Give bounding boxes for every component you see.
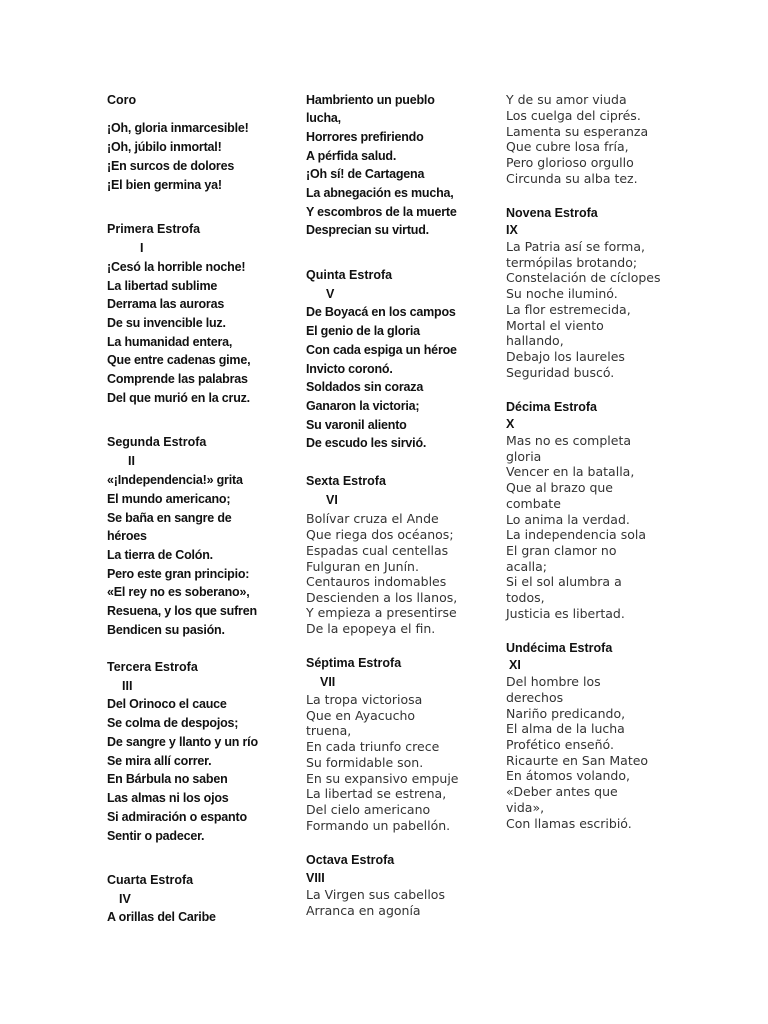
stanza-2-line: Pero este gran principio: — [107, 567, 250, 581]
stanza-10-line: Si el sol alumbra a — [506, 574, 622, 589]
stanza-1-line: Que entre cadenas gime, — [107, 353, 251, 367]
stanza-7-number: VII — [320, 675, 336, 689]
stanza-6-line: Fulguran en Junín. — [306, 559, 419, 574]
stanza-7-line: La libertad se estrena, — [306, 786, 447, 801]
stanza-10-line: todos, — [506, 590, 545, 605]
stanza-9-line: termópilas brotando; — [506, 255, 638, 270]
stanza-1-line: Comprende las palabras — [107, 372, 248, 386]
stanza-9-line: Su noche iluminó. — [506, 286, 618, 301]
stanza-4-line: lucha, — [306, 111, 341, 125]
stanza-6-line: Espadas cual centellas — [306, 543, 449, 558]
stanza-5-line: Ganaron la victoria; — [306, 399, 420, 413]
stanza-3-line: Sentir o padecer. — [107, 829, 205, 843]
stanza-10-line: Que al brazo que — [506, 480, 613, 495]
stanza-8-line: Los cuelga del ciprés. — [506, 108, 641, 123]
coro-line: ¡Oh, gloria inmarcesible! — [107, 121, 249, 135]
stanza-2-line: El mundo americano; — [107, 492, 231, 506]
stanza-2-line: «¡Independencia!» grita — [107, 473, 243, 487]
stanza-10-line: gloria — [506, 449, 542, 464]
stanza-9-line: hallando, — [506, 333, 564, 348]
stanza-8-line: La Virgen sus cabellos — [306, 887, 445, 902]
stanza-10-line: Mas no es completa — [506, 433, 632, 448]
stanza-10-number: X — [506, 417, 515, 431]
coro-line: ¡En surcos de dolores — [107, 159, 235, 173]
stanza-9-title: Novena Estrofa — [506, 206, 598, 220]
stanza-8-line: Que cubre losa fría, — [506, 139, 629, 154]
stanza-7-line: Que en Ayacucho — [306, 708, 416, 723]
stanza-1-line: Del que murió en la cruz. — [107, 391, 250, 405]
stanza-4-line: Hambriento un pueblo — [306, 93, 435, 107]
stanza-6-line: Y empieza a presentirse — [306, 605, 457, 620]
stanza-3-line: De sangre y llanto y un río — [107, 735, 258, 749]
stanza-5-line: Invicto coronó. — [306, 362, 393, 376]
stanza-7-line: Formando un pabellón. — [306, 818, 451, 833]
stanza-1-number: I — [140, 241, 144, 255]
stanza-3-line: Si admiración o espanto — [107, 810, 247, 824]
stanza-10-line: acalla; — [506, 559, 548, 574]
stanza-11-line: Del hombre los — [506, 674, 601, 689]
stanza-6-line: Centauros indomables — [306, 574, 447, 589]
stanza-11-line: El alma de la lucha — [506, 721, 625, 736]
stanza-3-line: En Bárbula no saben — [107, 772, 228, 786]
stanza-11-line: derechos — [506, 690, 564, 705]
stanza-10-line: La independencia sola — [506, 527, 646, 542]
stanza-4-number: IV — [119, 892, 131, 906]
stanza-5-line: El genio de la gloria — [306, 324, 420, 338]
stanza-9-line: Debajo los laureles — [506, 349, 625, 364]
stanza-8-line: Pero glorioso orgullo — [506, 155, 634, 170]
stanza-4-title: Cuarta Estrofa — [107, 873, 194, 887]
stanza-7-line: truena, — [306, 723, 352, 738]
stanza-2-line: Resuena, y los que sufren — [107, 604, 257, 618]
stanza-5-line: Con cada espiga un héroe — [306, 343, 457, 357]
stanza-5-line: De Boyacá en los campos — [306, 305, 456, 319]
stanza-5-title: Quinta Estrofa — [306, 268, 393, 282]
stanza-5-line: Su varonil aliento — [306, 418, 407, 432]
stanza-8-line: Circunda su alba tez. — [506, 171, 638, 186]
stanza-3-number: III — [122, 679, 133, 693]
coro-line: ¡El bien germina ya! — [107, 178, 222, 192]
stanza-4-line: La abnegación es mucha, — [306, 186, 454, 200]
stanza-7-line: En cada triunfo crece — [306, 739, 440, 754]
stanza-10-line: Vencer en la batalla, — [506, 464, 635, 479]
stanza-7-title: Séptima Estrofa — [306, 656, 402, 670]
stanza-8-line: Arranca en agonía — [306, 903, 421, 918]
stanza-6-line: Que riega dos océanos; — [306, 527, 454, 542]
stanza-7-line: Del cielo americano — [306, 802, 431, 817]
stanza-4-line: Desprecian su virtud. — [306, 223, 429, 237]
stanza-5-line: De escudo les sirvió. — [306, 436, 427, 450]
stanza-10-line: combate — [506, 496, 561, 511]
stanza-11-line: Con llamas escribió. — [506, 816, 632, 831]
stanza-7-line: La tropa victoriosa — [306, 692, 423, 707]
stanza-4-line: A pérfida salud. — [306, 149, 397, 163]
stanza-1-line: De su invencible luz. — [107, 316, 226, 330]
stanza-8-line: Y de su amor viuda — [506, 92, 627, 107]
stanza-11-line: «Deber antes que — [506, 784, 618, 799]
stanza-4-line: A orillas del Caribe — [107, 910, 216, 924]
stanza-6-line: De la epopeya el fin. — [306, 621, 436, 636]
stanza-6-line: Descienden a los llanos, — [306, 590, 458, 605]
stanza-10-title: Décima Estrofa — [506, 400, 598, 414]
stanza-11-line: En átomos volando, — [506, 768, 630, 783]
stanza-8-title: Octava Estrofa — [306, 853, 395, 867]
stanza-2-line: Se baña en sangre de — [107, 511, 232, 525]
stanza-4-line: ¡Oh sí! de Cartagena — [306, 167, 425, 181]
stanza-11-number: XI — [509, 658, 521, 672]
stanza-1-line: La libertad sublime — [107, 279, 218, 293]
stanza-7-line: Su formidable son. — [306, 755, 424, 770]
stanza-5-number: V — [326, 287, 335, 301]
stanza-2-line: héroes — [107, 529, 147, 543]
stanza-7-line: En su expansivo empuje — [306, 771, 459, 786]
stanza-8-line: Lamenta su esperanza — [506, 124, 649, 139]
coro-title: Coro — [107, 93, 137, 107]
stanza-1-line: Derrama las auroras — [107, 297, 225, 311]
stanza-10-line: Lo anima la verdad. — [506, 512, 630, 527]
stanza-4-line: Horrores prefiriendo — [306, 130, 424, 144]
stanza-3-line: Del Orinoco el cauce — [107, 697, 227, 711]
stanza-8-number: VIII — [306, 871, 325, 885]
stanza-4-line: Y escombros de la muerte — [306, 205, 457, 219]
stanza-5-line: Soldados sin coraza — [306, 380, 424, 394]
stanza-9-number: IX — [506, 223, 518, 237]
coro-line: ¡Oh, júbilo inmortal! — [107, 140, 222, 154]
stanza-1-line: ¡Cesó la horrible noche! — [107, 260, 246, 274]
stanza-3-title: Tercera Estrofa — [107, 660, 198, 674]
stanza-2-line: Bendicen su pasión. — [107, 623, 225, 637]
stanza-1-line: La humanidad entera, — [107, 335, 233, 349]
stanza-9-line: La flor estremecida, — [506, 302, 631, 317]
stanza-10-line: Justicia es libertad. — [506, 606, 625, 621]
stanza-2-number: II — [128, 454, 135, 468]
stanza-9-line: La Patria así se forma, — [506, 239, 645, 254]
stanza-2-line: «El rey no es soberano», — [107, 585, 250, 599]
stanza-11-line: Nariño predicando, — [506, 706, 626, 721]
stanza-2-title: Segunda Estrofa — [107, 435, 207, 449]
stanza-3-line: Se mira allí correr. — [107, 754, 212, 768]
stanza-3-line: Las almas ni los ojos — [107, 791, 229, 805]
stanza-9-line: Constelación de cíclopes — [506, 270, 661, 285]
stanza-3-line: Se colma de despojos; — [107, 716, 239, 730]
stanza-9-line: Mortal el viento — [506, 318, 604, 333]
stanza-10-line: El gran clamor no — [506, 543, 617, 558]
stanza-11-line: vida», — [506, 800, 545, 815]
stanza-11-line: Ricaurte en San Mateo — [506, 753, 649, 768]
stanza-1-title: Primera Estrofa — [107, 222, 201, 236]
stanza-6-number: VI — [326, 493, 338, 507]
stanza-9-line: Seguridad buscó. — [506, 365, 615, 380]
stanza-11-title: Undécima Estrofa — [506, 641, 613, 655]
stanza-6-title: Sexta Estrofa — [306, 474, 386, 488]
stanza-11-line: Profético enseñó. — [506, 737, 614, 752]
stanza-2-line: La tierra de Colón. — [107, 548, 213, 562]
stanza-6-line: Bolívar cruza el Ande — [306, 511, 439, 526]
